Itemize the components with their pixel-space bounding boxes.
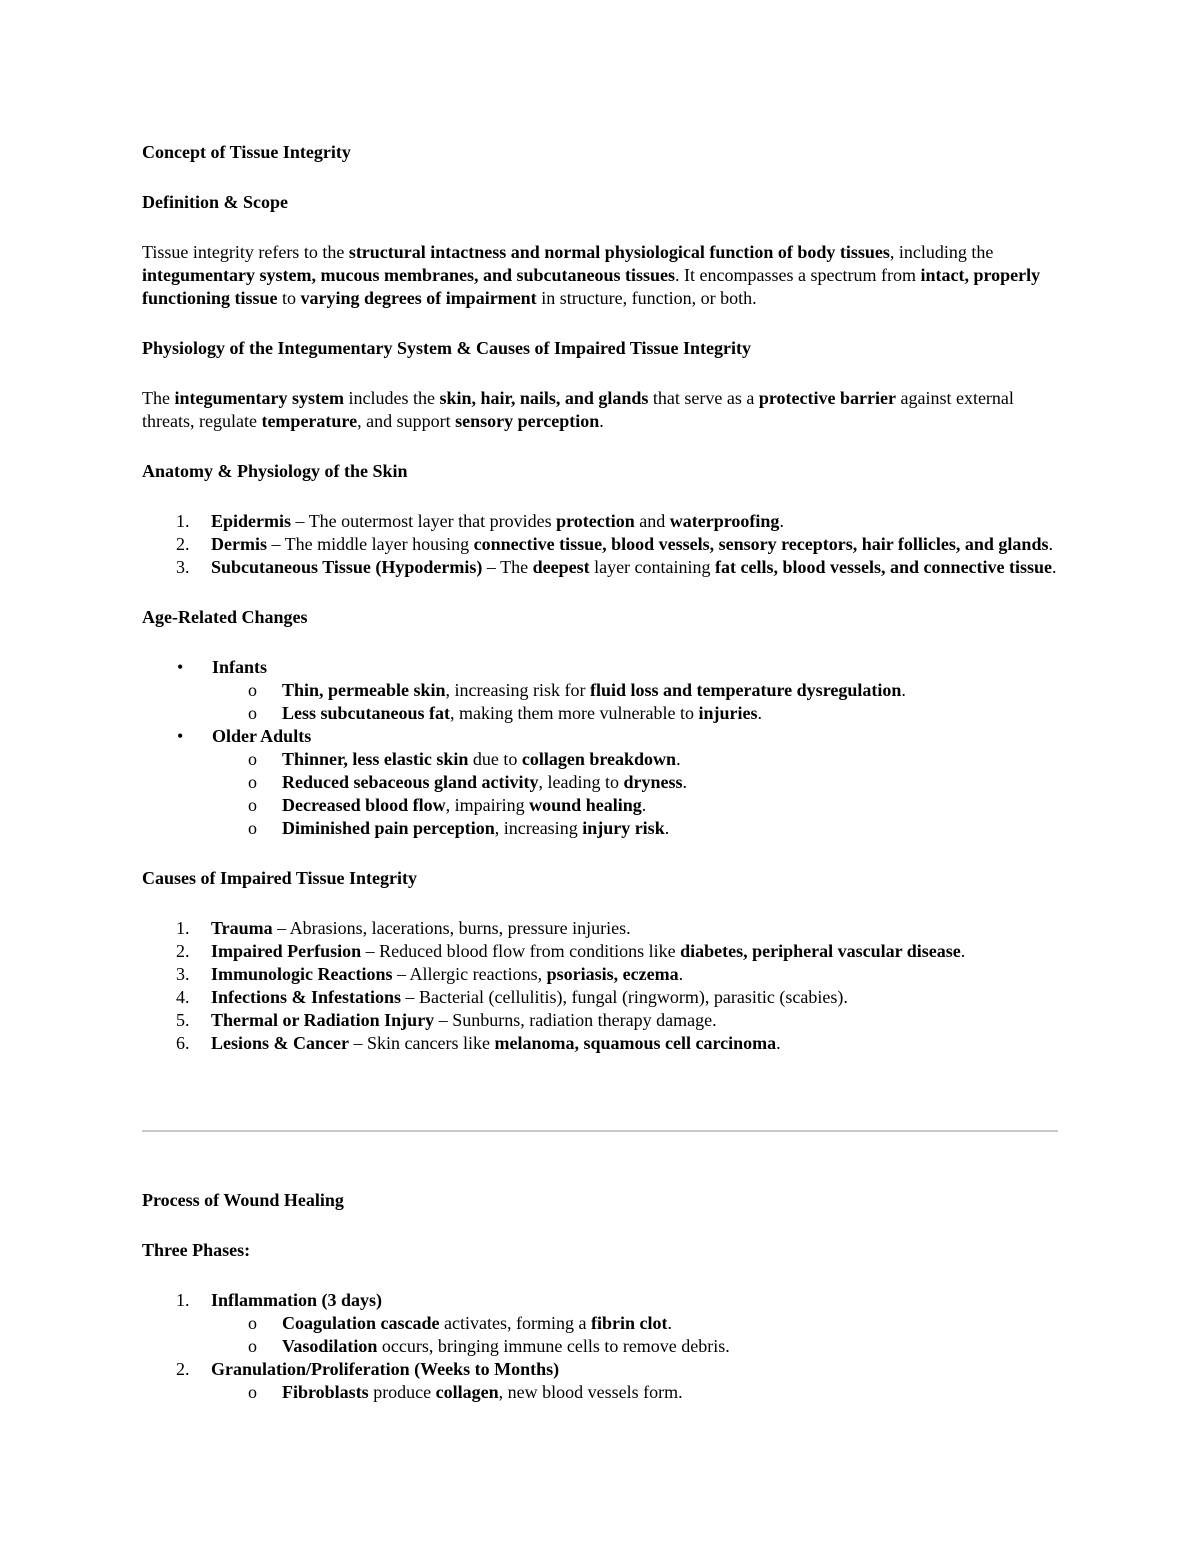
circle-bullet-icon: o	[248, 818, 257, 838]
definition-paragraph: Tissue integrity refers to the structural intactness and normal physiological function of body tissues, including the integumentary system, mucous membranes, and subcutaneous tissues. It encompasses a spectrum from intact, properly functioning tissue to varying degrees of impairment in structure, function, or both.	[142, 242, 1041, 308]
sub-list-item: o Less subcutaneous fat, making them more vulnerable to injuries.	[248, 703, 762, 723]
circle-bullet-icon: o	[248, 749, 257, 769]
physiology-heading: Physiology of the Integumentary System & Causes of Impaired Tissue Integrity	[142, 338, 752, 358]
list-number: 6.	[176, 1033, 190, 1053]
sub-list-item: o Thin, permeable skin, increasing risk for fluid loss and temperature dysregulation.	[248, 680, 906, 700]
list-number: 2.	[176, 534, 190, 554]
list-item: • Infants	[177, 657, 268, 677]
anatomy-list	[142, 510, 1062, 579]
definition-heading: Definition & Scope	[142, 192, 288, 212]
list-item: 2. Granulation/Proliferation (Weeks to Months)	[176, 1359, 560, 1379]
circle-bullet-icon: o	[248, 1313, 257, 1333]
wound-healing-title: Process of Wound Healing	[142, 1190, 344, 1210]
list-item: 1. Epidermis – The outermost layer that provides protection and waterproofing.	[176, 511, 784, 531]
list-number: 2.	[176, 1359, 190, 1379]
section-concept	[142, 141, 1062, 1055]
list-number: 1.	[176, 1290, 190, 1310]
list-number: 1.	[176, 511, 190, 531]
list-item: 2. Dermis – The middle layer housing connective tissue, blood vessels, sensory receptors, hair follicles, and glands.	[176, 534, 1053, 554]
bullet-icon: •	[177, 657, 184, 677]
list-number: 2.	[176, 941, 190, 961]
list-item: 4. Infections & Infestations – Bacterial (cellulitis), fungal (ringworm), parasitic (scabies).	[176, 987, 848, 1007]
list-number: 5.	[176, 1010, 190, 1030]
sub-list-item: o Diminished pain perception, increasing injury risk.	[248, 818, 670, 838]
list-item: 1. Inflammation (3 days)	[176, 1290, 383, 1310]
age-changes-heading: Age-Related Changes	[142, 607, 308, 627]
circle-bullet-icon: o	[248, 703, 257, 723]
list-number: 4.	[176, 987, 190, 1007]
anatomy-heading: Anatomy & Physiology of the Skin	[142, 461, 408, 481]
causes-list	[142, 917, 1062, 1055]
list-item: 6. Lesions & Cancer – Skin cancers like melanoma, squamous cell carcinoma.	[176, 1033, 781, 1053]
section-wound-healing	[142, 1189, 1062, 1404]
document-title: Concept of Tissue Integrity	[142, 142, 351, 162]
circle-bullet-icon: o	[248, 1336, 257, 1356]
list-number: 3.	[176, 557, 190, 577]
list-item: • Older Adults	[177, 726, 312, 746]
list-number: 3.	[176, 964, 190, 984]
list-item: 3. Subcutaneous Tissue (Hypodermis) – The deepest layer containing fat cells, blood vessels, and connective tissue.	[176, 557, 1057, 577]
sub-list-item: o Thinner, less elastic skin due to collagen breakdown.	[248, 749, 681, 769]
list-item: 5. Thermal or Radiation Injury – Sunburns, radiation therapy damage.	[176, 1010, 717, 1030]
sub-list-item: o Fibroblasts produce collagen, new blood vessels form.	[248, 1382, 683, 1402]
sub-list-item: o Vasodilation occurs, bringing immune cells to remove debris.	[248, 1336, 730, 1356]
sub-list-item: o Decreased blood flow, impairing wound healing.	[248, 795, 647, 815]
list-number: 1.	[176, 918, 190, 938]
phases-list	[142, 1289, 1062, 1404]
list-item: 2. Impaired Perfusion – Reduced blood flow from conditions like diabetes, peripheral vascular disease.	[176, 941, 966, 961]
bullet-icon: •	[177, 726, 184, 746]
horizontal-divider	[142, 1130, 1058, 1132]
causes-heading: Causes of Impaired Tissue Integrity	[142, 868, 418, 888]
circle-bullet-icon: o	[248, 680, 257, 700]
circle-bullet-icon: o	[248, 772, 257, 792]
circle-bullet-icon: o	[248, 1382, 257, 1402]
sub-list-item: o Reduced sebaceous gland activity, leading to dryness.	[248, 772, 687, 792]
sub-list-item: o Coagulation cascade activates, forming a fibrin clot.	[248, 1313, 672, 1333]
list-item: 3. Immunologic Reactions – Allergic reactions, psoriasis, eczema.	[176, 964, 684, 984]
list-item: 1. Trauma – Abrasions, lacerations, burns, pressure injuries.	[176, 918, 631, 938]
phases-heading: Three Phases:	[142, 1240, 251, 1260]
physiology-paragraph: The integumentary system includes the skin, hair, nails, and glands that serve as a protective barrier against external threats, regulate temperature, and support sensory perception.	[142, 388, 1014, 431]
circle-bullet-icon: o	[248, 795, 257, 815]
age-changes-list	[142, 656, 1062, 840]
